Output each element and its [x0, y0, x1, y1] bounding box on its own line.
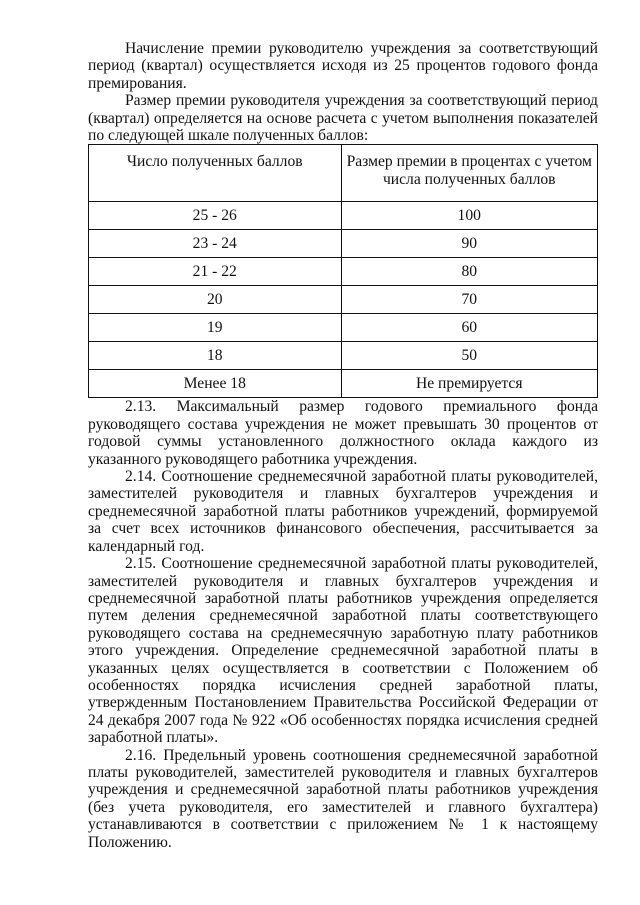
cell-points: 23 - 24 — [89, 230, 342, 258]
table-row — [89, 230, 598, 258]
table-row — [89, 314, 598, 342]
table-row — [89, 202, 598, 230]
header-bonus-percent: Размер премии в процентах с учетом числа полученных баллов — [341, 145, 598, 202]
paragraph-bonus-size: Размер премии руководителя учреждения за соответствующий период (квартал) определяется на основе расчета с учетом выполнения показателей по следующей шкале полученных баллов: — [88, 92, 598, 145]
cell-bonus: 70 — [341, 286, 598, 314]
cell-points: 25 - 26 — [89, 202, 342, 230]
table-header-row — [89, 145, 598, 202]
cell-points: 18 — [89, 342, 342, 370]
cell-bonus: 80 — [341, 258, 598, 286]
table-row — [89, 258, 598, 286]
bonus-scale-table — [88, 144, 598, 398]
paragraph-2-13: 2.13. Максимальный размер годового премиального фонда руководящего состава учреждения не может превышать 30 процентов от годовой суммы установленного должностного оклада каждого из указанного руководящего работника учреждения. — [88, 398, 598, 468]
paragraph-2-15: 2.15. Соотношение среднемесячной заработной платы руководителей, заместителей руководителя и главных бухгалтеров учреждения и среднемесячной заработной платы работников учреждения определяется путем деления среднемесячной заработной платы соответствующего руководящего состава на среднемесячную заработную плату работников этого учреждения. Определение среднемесячной заработной платы в указанных целях осуществляется в соответствии с Положением об особенностях порядка исчисления средней заработной платы, утвержденным Постановлением Правительства Российской Федерации от 24 декабря 2007 года № 922 «Об особенностях порядка исчисления средней заработной платы». — [88, 555, 598, 747]
cell-bonus: 50 — [341, 342, 598, 370]
cell-points: Менее 18 — [89, 370, 342, 398]
table-row — [89, 342, 598, 370]
cell-bonus: Не премируется — [341, 370, 598, 398]
cell-bonus: 90 — [341, 230, 598, 258]
cell-bonus: 60 — [341, 314, 598, 342]
cell-points: 21 - 22 — [89, 258, 342, 286]
paragraph-2-16: 2.16. Предельный уровень соотношения среднемесячной заработной платы руководителей, заместителей руководителя и главных бухгалтеров учреждения и среднемесячной заработной платы работников учреждения (без учета руководителя, его заместителей и главного бухгалтера) устанавливаются в соответствии с приложением № 1 к настоящему Положению. — [88, 746, 598, 851]
document-page — [88, 40, 598, 851]
header-points: Число полученных баллов — [89, 145, 342, 202]
cell-points: 20 — [89, 286, 342, 314]
table-row — [89, 286, 598, 314]
cell-points: 19 — [89, 314, 342, 342]
paragraph-2-14: 2.14. Соотношение среднемесячной заработной платы руководителей, заместителей руководителя и главных бухгалтеров учреждения и среднемесячной заработной платы работников учреждений, формируемой за счет всех источников финансового обеспечения, рассчитывается за календарный год. — [88, 468, 598, 555]
paragraph-bonus-basis: Начисление премии руководителю учреждения за соответствующий период (квартал) осуществляется исходя из 25 процентов годового фонда премирования. — [88, 40, 598, 92]
table-row — [89, 370, 598, 398]
cell-bonus: 100 — [341, 202, 598, 230]
